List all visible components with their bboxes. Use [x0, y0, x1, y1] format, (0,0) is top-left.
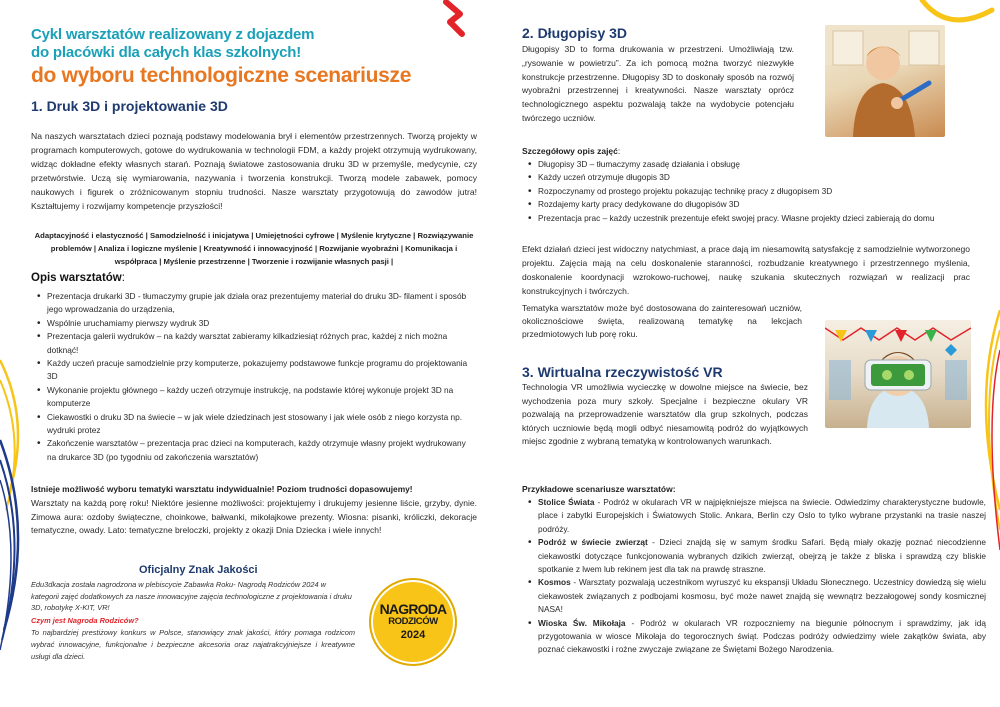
- section-2-list: [524, 158, 986, 225]
- section-2-theme: Tematyka warsztatów może być dostosowana do zainteresowań uczniów, okolicznościowe święta, realizowaną tematykę na lekcjach przedmiotowych lub porę roku.: [522, 303, 802, 340]
- list-item: • Zakończenie warsztatów – prezentacja prac dzieci na komputerach, każdy otrzymuje własny projekt wydrukowany na drukarce 3D (po tygodniu od zakończenia warsztatów): [47, 437, 477, 464]
- section-3-title: 3. Wirtualna rzeczywistość VR: [522, 364, 723, 380]
- list-item: • Każdy uczeń pracuje samodzielnie przy komputerze, pokazujemy podstawowe funkcje programu do projektowania 3D: [47, 357, 477, 384]
- list-item: [538, 617, 986, 657]
- section-2-detail-title: [522, 146, 620, 156]
- intro-line-2: do placówki dla całych klas szkolnych!: [31, 44, 302, 61]
- decorative-left-lines: [0, 300, 34, 707]
- nagroda-rodzicow-badge: [369, 578, 457, 666]
- section-2-body: Długopisy 3D to forma drukowania w przestrzeni. Umożliwiają tzw. „rysowanie w powietrzu”. Za ich pomocą można tworzyć niezwykłe konstrukcje przestrzenne. Długopisy 3D to doskonały sposób na rozwój wyobraźni przestrzennej i kreatywności. Nasze warsztaty oprócz technologicznego aspektu pozwalają także na wydobycie potencjału twórczego uczniów.: [522, 44, 794, 123]
- section-3-examples-title: Przykładowe scenariusze warsztatów:: [522, 484, 676, 494]
- opis-list: [33, 290, 477, 464]
- list-item: • Rozpoczynamy od prostego projektu pokazując technikę pracy z długopisem 3D: [538, 185, 986, 198]
- detail-title-colon: :: [617, 146, 621, 156]
- custom-topic-bold: Istnieje możliwość wyboru tematyki warsztatu indywidualnie! Poziom trudności dopasowujemy!: [31, 484, 413, 494]
- quality-body-2: To najbardziej prestiżowy konkurs w Polsce, stanowiący znak jakości, który pomaga rodzicom wybrać innowacyjne, funkcjonalne i bezpieczne akcesoria oraz najatrakcyjniejsze i kreatywne usługi dla dzieci.: [31, 628, 355, 661]
- vr-illustration: [825, 320, 971, 428]
- opis-title-colon: :: [121, 272, 125, 284]
- scenario-name: Podróż w świecie zwierząt: [538, 537, 648, 548]
- badge-year: 2024: [400, 629, 426, 641]
- list-item: • Prezentacja prac – każdy uczestnik prezentuje efekt swojej pracy. Własne projekty dzieci zabierają do domu: [538, 212, 986, 225]
- list-item: [538, 576, 986, 616]
- scenario-name: Kosmos: [538, 577, 571, 588]
- list-item: • Każdy uczeń otrzymuje długopis 3D: [538, 171, 986, 184]
- section-1-title: 1. Druk 3D i projektowanie 3D: [31, 98, 228, 114]
- badge-line-2: RODZICÓW: [388, 616, 438, 627]
- boy-illustration: [825, 25, 945, 137]
- section-3-list: [524, 496, 986, 657]
- list-item: • Długopisy 3D – tłumaczymy zasadę działania i obsługę: [538, 158, 986, 171]
- section-1-body: Na naszych warsztatach dzieci poznają podstawy modelowania brył i elementów przestrzennych. Tworzą projekty w programach komputerowych, gotowe do wydrukowania w technologii FDM, a każdy projekt otrzymują wydrukowany, widząc dokładne efekty własnych starań. Poznają światowe zastosowania druku 3D w przemyśle, medycynie, czy przetwórstwie. Uczą się wymiarowania, nazywania i tworzenia konstrukcji. Tworzą modele zabawek, pomocy naukowych i figurek o zróżnicowanym stopniu trudności. Nasze warsztaty przygotowują do zawodów jutra! Kształtujemy i rozwijamy kompetencje przyszłości!: [31, 131, 477, 211]
- scenario-text: - Dzieci znajdą się w samym środku Safari. Będą miały okazję poznać niecodzienne ciekawostki dotyczące funkcjonowania wybranych dzikich zwierząt, obejrzą je także z bliska i sprawdzą czy bliskie spotkanie z lwem lub rekinem jest dla tak na prawdę straszne.: [538, 537, 986, 575]
- photo-girl-vr: [825, 320, 971, 428]
- list-item: [538, 536, 986, 576]
- quality-title: Oficjalny Znak Jakości: [139, 564, 258, 576]
- section-2-effect: Efekt działań dzieci jest widoczny natychmiast, a prace dają im niesamowitą satysfakcję z samodzielnie wytworzonego projektu. Zajęcia mają na celu doskonalenie staranności, rozbudzanie kreatywnego i przestrzennego myślenia, doskonalenie koordynacji wzrokowo-ruchowej, naukę szukania skutecznych rozwiązań w realizacji prac konstrukcyjnych i twórczych.: [522, 244, 970, 296]
- competencies-list: Adaptacyjność i elastyczność | Samodzielność i inicjatywa | Umiejętności cyfrowe | Myślenie krytyczne | Rozwiązywanie problemów | Analiza i logiczne myślenie | Kreatywność i innowacyjność | Rozwijanie wyobraźni | Komunikacja i współpraca | Myślenie przestrzenne | Tworzenie i rozwijanie własnych pasji |: [34, 231, 474, 267]
- scenario-text: - Warsztaty pozwalają uczestnikom wyruszyć ku ekspansji Układu Słonecznego. Uczestnicy dowiedzą się wielu ciekawostek związanych z podbojami kosmosu, być może nawet znajdą się wewnątrz bezzałogowej sondy kosmicznej NASA!: [538, 577, 986, 615]
- list-item: • Prezentacja galerii wydruków – na każdy warsztat zabieramy kilkadziesiąt różnych prac, każdej z nich można dotknąć!: [47, 330, 477, 357]
- scenario-name: Stolice Świata: [538, 497, 595, 507]
- detail-title-text: Szczegółowy opis zajęć: [522, 146, 618, 156]
- scenario-text: - Podróż w okularach VR w najpiękniejsze miejsca na świecie. Odwiedzimy charakterystyczne budowle, place i zabytki Europejskich i Światowych Stolic. Ankara, Berlin czy Oslo to tylko wybrane przystanki na trasie naszej podróży.: [538, 497, 986, 534]
- badge-line-1: NAGRODA: [379, 601, 447, 617]
- scenario-name: Wioska Św. Mikołaja: [538, 617, 626, 628]
- headline: do wyboru technologiczne scenariusze: [31, 64, 412, 87]
- quality-question: Czym jest Nagroda Rodziców?: [31, 616, 139, 625]
- scenario-text: - Podróż w okularach VR rozpoczniemy na biegunie północnym i sprawdzimy, jak idą przygotowania w wiosce Mikołaja do tegorocznych świąt. Podczas podróży odwiedzimy wiele zakątków świata, aby poznać ciekawostki i rożne zwyczaje związane ze Świętami Bożego Narodzenia.: [538, 617, 986, 655]
- list-item: • Ciekawostki o druku 3D na świecie – w jak wiele dziedzinach jest stosowany i jak wiele osób z niego korzysta np. wydruki protez: [47, 411, 477, 438]
- opis-title-text: Opis warsztatów: [31, 272, 122, 284]
- quality-body: Edu3dkacja została nagrodzona w plebiscycie Zabawka Roku- Nagrodą Rodziców 2024 w kategorii zajęć dodatkowych za nasze innowacyjne zajęcia technologiczne z projektowania i druku 3D, robotykę X-KIT, VR!: [31, 580, 352, 613]
- intro-line-1: Cykl warsztatów realizowany z dojazdem: [31, 26, 315, 43]
- custom-topic-body: Warsztaty na każdą porę roku! Niektóre jesienne możliwości: projektujemy i drukujemy jesienne liście, grzyby, dynie. Zimowa aura: ozdoby świąteczne, choinkowe, bałwanki, mikołajkowe prezenty. Wiosna: pisanki, króliczki, dekoracje tematyczne, owady. Lato: tematyczne breloczki, projekty z okazji Dnia Dziecka i wiele innych!: [31, 498, 477, 536]
- list-item: • Wspólnie uruchamiamy pierwszy wydruk 3D: [47, 317, 477, 330]
- list-item: • Wykonanie projektu głównego – każdy uczeń otrzymuje instrukcję, na podstawie której wykonuje projekt 3D na komputerze: [47, 384, 477, 411]
- photo-boy-3d-pen: [825, 25, 945, 137]
- list-item: • Rozdajemy karty pracy dedykowane do długopisów 3D: [538, 198, 986, 211]
- opis-title: [31, 272, 125, 284]
- list-item: • Prezentacja drukarki 3D - tłumaczymy grupie jak działa oraz prezentujemy materiał do druku 3D- filament i sposób jego wprowadzania do urządzenia,: [47, 290, 477, 317]
- decorative-red-swoosh: [440, 0, 480, 40]
- section-3-body: Technologia VR umożliwia wycieczkę w dowolne miejsce na świecie, bez wychodzenia poza mury szkoły. Specjalne i bezpieczne okulary VR pozwalają na przeprowadzenie warsztatów dla grup szkolnych, podczas których uczniowie będą mogli odbyć niesamowitą podróż do wyjątkowych miejsc zgodnie z wybraną tematyką w kontrolowanych warunkach.: [522, 382, 808, 447]
- list-item: [538, 496, 986, 536]
- section-2-title: 2. Długopisy 3D: [522, 25, 628, 41]
